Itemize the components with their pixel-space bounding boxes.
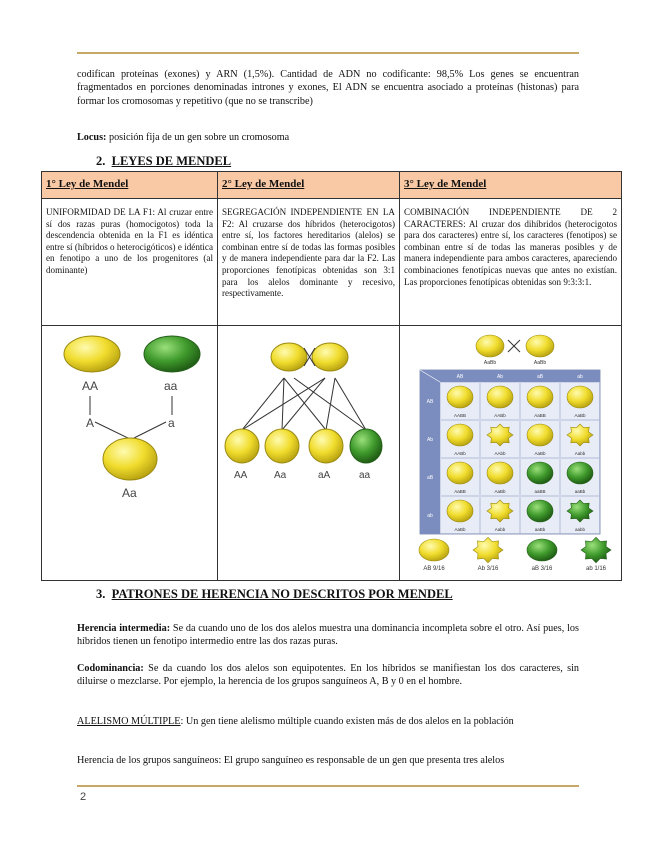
connector-line xyxy=(95,422,128,438)
description-law-3: COMBINACIÓN INDEPENDIENTE DE 2 CARACTERES: Al cruzar dos dihíbridos (heterocigotos para dos caracteres) entre sí, los caracteres (fenotipos) se combinan entre sí de todas las maneras posibles y de manera independiente para ambos caracteres, apareciendo combinaciones fenotípicas nuevas que antes no existían. Las proporciones fenotípicas obtenidas son 9:3:3:1. xyxy=(400,199,622,326)
punnett-cell-genotype: AaBb xyxy=(574,413,586,418)
punnett-cell-genotype: AaBB xyxy=(534,413,546,418)
header-rule xyxy=(77,52,579,54)
punnett-header-row xyxy=(420,370,600,382)
page-number: 2 xyxy=(80,791,87,803)
description-law-2: SEGREGACIÓN INDEPENDIENTE EN LA F2: Al cruzarse dos híbridos (heterocigotos) entre sí, los factores hereditarios (alelos) se combinan entre sí de todas las formas posibles y de manera independiente para dar la F2. Las proporciones fenotípicas obtenidas son 3:1 para los alelos dominante y recesivo, respectivamente. xyxy=(218,199,400,326)
inheritance-lines xyxy=(242,378,366,430)
label-offspring-2: Aa xyxy=(274,470,287,481)
punnett-cell-genotype: AaBb xyxy=(454,527,466,532)
herencia-intermedia-paragraph xyxy=(77,622,579,649)
pea-punnett xyxy=(527,424,553,446)
pea-punnett xyxy=(487,462,513,484)
pea-yellow-parent xyxy=(64,336,120,372)
punnett-cell-genotype: AaBb xyxy=(494,489,506,494)
pea-ratio xyxy=(581,537,611,563)
pea-yellow-parent xyxy=(271,343,307,371)
pea-punnett xyxy=(527,386,553,408)
punnett-cell-genotype: AaBb xyxy=(534,451,546,456)
header-law-1: 1° Ley de Mendel xyxy=(42,172,218,199)
grupos-sanguineos-paragraph: Herencia de los grupos sanguíneos: El grupo sanguíneo es responsable de un gen que presenta tres alelos xyxy=(77,755,505,766)
f2-segregation-diagram xyxy=(218,326,400,580)
ratio-label: Ab 3/16 xyxy=(477,566,499,572)
pea-punnett xyxy=(447,424,473,446)
locus-text: posición fija de un gen sobre un cromosoma xyxy=(106,132,290,143)
punnett-row-header: Ab xyxy=(426,437,434,443)
punnett-col-header: AB xyxy=(456,374,464,380)
alelismo-label: ALELISMO MÚLTIPLE xyxy=(77,716,181,727)
alelismo-paragraph xyxy=(77,715,579,728)
pea-green-parent xyxy=(144,336,200,372)
pea-yellow-child xyxy=(103,438,157,480)
locus-label: Locus: xyxy=(77,132,107,143)
punnett-cell-genotype: aaBb xyxy=(534,527,546,532)
mendel-laws-table xyxy=(41,171,622,581)
punnett-header-col xyxy=(420,370,440,534)
label-offspring-3: aA xyxy=(318,470,331,481)
pea-punnett xyxy=(567,424,593,446)
punnett-col-header: Ab xyxy=(496,374,504,380)
figure-law-3 xyxy=(400,326,622,581)
punnett-cell-genotype: aaBB xyxy=(534,489,546,494)
punnett-row-header: AB xyxy=(426,399,434,405)
section-2-number: 2. xyxy=(96,154,106,168)
intro-paragraph: codifican proteínas (exones) y ARN (1,5%). Cantidad de ADN no codificante: 98,5% Los genes se encuentran fragmentados en porciones denominadas intrones y exones, El ADN se encuentra asociado a proteínas (histonas) para formar los cromosomas y repetitivo (que no se transcribe) xyxy=(77,69,579,107)
footer-rule xyxy=(77,785,579,787)
pea-punnett xyxy=(447,462,473,484)
pea-punnett xyxy=(447,386,473,408)
pea-punnett xyxy=(447,500,473,522)
ratio-label: ab 1/16 xyxy=(585,566,607,572)
pea-punnett xyxy=(527,500,553,522)
punnett-row-header: aB xyxy=(426,475,434,481)
description-law-1: UNIFORMIDAD DE LA F1: Al cruzar entre sí dos razas puras (homocigotos) toda la descendencia obtenida en la F1 es idéntica entre sí (híbridos o heterocigóticos) e idéntica en fenotipo a uno de los progenitores (al dominante) xyxy=(42,199,218,326)
pea-punnett xyxy=(487,500,513,522)
pea-punnett xyxy=(487,424,513,446)
herencia-intermedia-text: Se da cuando uno de los dos alelos muestra una dominancia incompleta sobre el otro. Así pues, los híbridos tienen un fenotipo intermedio entre las dos razas puras. xyxy=(77,623,579,648)
punnett-cell-genotype: aabb xyxy=(574,527,586,532)
pea-ratio xyxy=(527,539,557,561)
ratio-label: AB 9/16 xyxy=(423,566,445,572)
figure-law-2 xyxy=(218,326,400,581)
punnett-cell-genotype: Aabb xyxy=(494,527,506,532)
section-3-heading xyxy=(96,587,453,602)
pea-offspring-aa-hetero-1 xyxy=(265,429,299,463)
punnett-cell-genotype: AAbb xyxy=(494,451,506,456)
section-2-title: LEYES DE MENDEL xyxy=(111,154,232,168)
ratio-label: aB 3/16 xyxy=(531,566,553,572)
monohybrid-cross-diagram xyxy=(42,326,218,580)
pea-punnett xyxy=(487,386,513,408)
connector-line xyxy=(134,422,166,438)
codominancia-label: Codominancia: xyxy=(77,663,144,674)
pea-ratio xyxy=(473,537,503,563)
pea-offspring-aa-dominant xyxy=(225,429,259,463)
section-3-title: PATRONES DE HERENCIA NO DESCRITOS POR MENDEL xyxy=(111,587,453,601)
section-2-heading xyxy=(96,154,231,169)
pea-yellow-parent xyxy=(312,343,348,371)
pea-ratio xyxy=(419,539,449,561)
label-parent-2: AaBb xyxy=(533,360,547,366)
label-gamete-2: a xyxy=(168,416,175,430)
alelismo-text: : Un gen tiene alelismo múltiple cuando existen más de dos alelos en la población xyxy=(180,716,514,727)
punnett-cell-genotype: AaBB xyxy=(454,489,466,494)
header-law-3: 3° Ley de Mendel xyxy=(400,172,622,199)
figure-law-1 xyxy=(42,326,218,581)
label-parent-1: AaBb xyxy=(483,360,497,366)
label-child: Aa xyxy=(122,486,137,500)
punnett-cell-genotype: AABB xyxy=(453,413,467,418)
herencia-intermedia-label: Herencia intermedia: xyxy=(77,623,171,634)
pea-punnett xyxy=(567,386,593,408)
pea-parent-2 xyxy=(526,335,554,357)
punnett-cell-genotype: aaBb xyxy=(574,489,586,494)
punnett-col-header: ab xyxy=(577,374,583,380)
pea-punnett xyxy=(567,500,593,522)
pea-offspring-aa-recessive xyxy=(350,429,382,463)
pea-parent-1 xyxy=(476,335,504,357)
pea-offspring-aa-hetero-2 xyxy=(309,429,343,463)
label-gamete-1: A xyxy=(86,416,95,430)
label-offspring-1: AA xyxy=(234,470,248,481)
pea-punnett xyxy=(527,462,553,484)
punnett-cell-genotype: Aabb xyxy=(574,451,586,456)
locus-paragraph xyxy=(77,131,579,144)
punnett-row-header: ab xyxy=(427,513,433,519)
header-law-2: 2° Ley de Mendel xyxy=(218,172,400,199)
label-offspring-4: aa xyxy=(359,470,371,481)
label-parent-1: AA xyxy=(82,379,99,393)
punnett-cell-genotype: AABb xyxy=(494,413,506,418)
punnett-col-header: aB xyxy=(536,374,544,380)
dihybrid-punnett-square xyxy=(400,326,622,580)
punnett-cell-genotype: AABb xyxy=(454,451,466,456)
codominancia-paragraph xyxy=(77,662,579,689)
label-parent-2: aa xyxy=(164,379,178,393)
codominancia-text: Se da cuando los dos alelos son equipotentes. En los híbridos se manifiestan los dos caracteres, sin diluirse o mezclarse. Por ejemplo, la herencia de los grupos sanguíneos A, B y 0 en el hombre. xyxy=(77,663,579,688)
section-3-number: 3. xyxy=(96,587,106,601)
pea-punnett xyxy=(567,462,593,484)
